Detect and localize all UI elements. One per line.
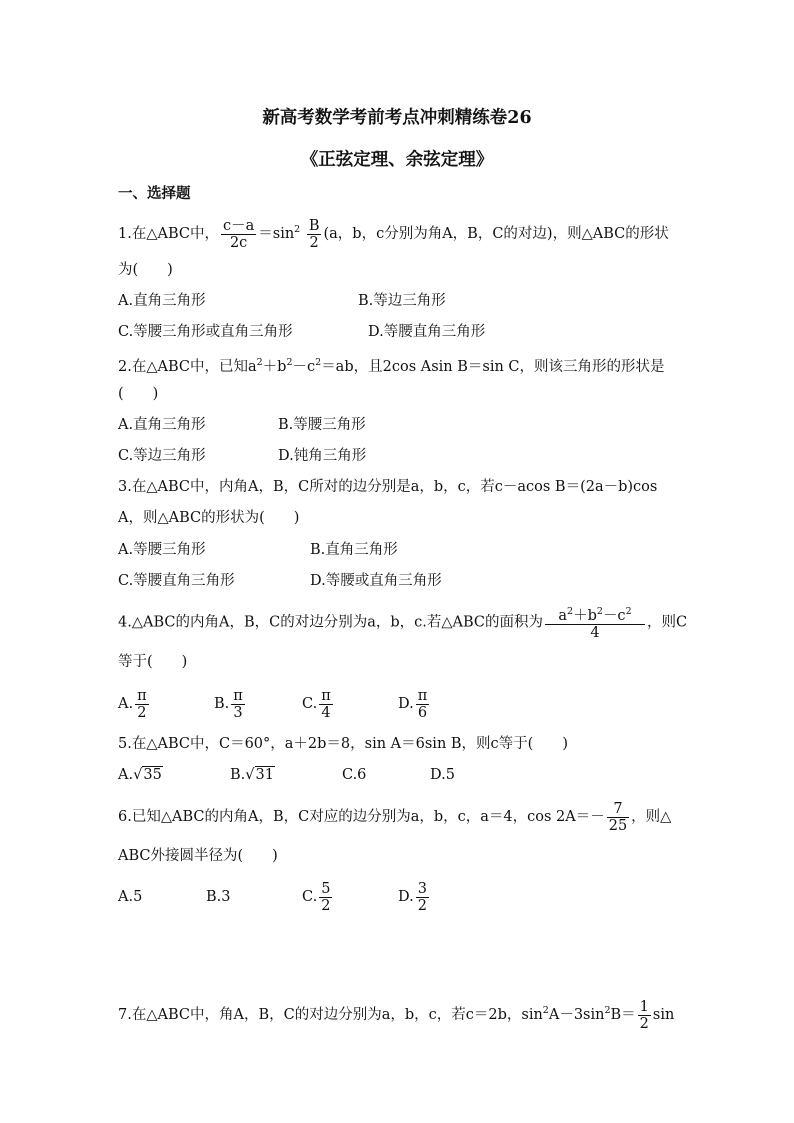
fraction: $\frac{7}{25}$ [608, 800, 628, 834]
fraction: $\frac{a^2+b^2-c^2}{4}$ [545, 604, 645, 641]
q3-option-b: B.直角三角形 [310, 542, 398, 558]
q2-option-b: B.等腰三角形 [278, 417, 366, 433]
q2-option-a: A.直角三角形 [118, 417, 206, 433]
q6-option-c: C. $\frac{5}{2}$ [302, 880, 331, 914]
doc-title: 新高考数学考前考点冲刺精练卷26 [262, 108, 532, 128]
doc-subtitle: 《正弦定理、余弦定理》 [300, 150, 494, 170]
fraction: $\frac{B}{2}$ [308, 217, 320, 251]
section-heading: 一、选择题 [118, 185, 191, 202]
q3-option-a: A.等腰三角形 [118, 542, 206, 558]
q5-option-a: A.√35 [118, 767, 162, 783]
q5-option-d: D.5 [430, 767, 455, 783]
fraction: $\frac{c-a}{2c}$ [222, 217, 255, 251]
question-4-line-1: 4.△ABC的内角A，B，C的对边分别为a，b，c.若△ABC的面积为 $\frac{a^2+b^2-c^2}{4}$ ，则C [118, 606, 688, 641]
question-2-line-1: 2.在△ABC中，已知$a^2+b^2-c^2=ab$，且2cos Asin B＝sin C，则该三角形的形状是 [118, 357, 665, 375]
q5-option-c: C.6 [342, 767, 367, 783]
question-6-line-1: 6.已知△ABC的内角A，B，C对应的边分别为a，b，c，a＝4，cos 2A＝－ $\frac{7}{25}$ ，则△ [118, 800, 672, 834]
question-3-line-1: 3.在△ABC中，内角A，B，C所对的边分别是a，b，c，若c－acos B＝(2a－b)cos [118, 479, 658, 495]
question-3-line-2: A，则△ABC的形状为( ) [118, 510, 300, 526]
q3-option-d: D.等腰或直角三角形 [310, 573, 442, 589]
question-7-line-1: 7.在△ABC中，角A，B，C的对边分别为a，b，c，若c＝2b，$\sin^2A-3\sin^2B=$ $\frac{1}{2}$ sin [118, 998, 675, 1032]
q5-option-b: B.√31 [230, 767, 274, 783]
q2-option-d: D.钝角三角形 [278, 448, 367, 464]
question-1-line-1: 1.在△ABC中， $\frac{c-a}{2c}$ $=\sin^2$ $\frac{B}{2}$ (a，b，c分别为角A，B，C的对边)，则△ABC的形状 [118, 217, 669, 251]
q6-option-b: B.3 [206, 889, 231, 905]
q2-option-c: C.等边三角形 [118, 448, 206, 464]
q4-option-a: A. $\frac{\pi}{2}$ [118, 687, 147, 721]
q1-option-a: A.直角三角形 [118, 293, 206, 309]
q4-option-b: B. $\frac{\pi}{3}$ [214, 687, 243, 721]
q1-option-d: D.等腰直角三角形 [368, 324, 486, 340]
q6-option-d: D. $\frac{3}{2}$ [398, 880, 427, 914]
question-5-line-1: 5.在△ABC中，C＝60°，a＋2b＝8，sin A＝6sin B，则c等于( ) [118, 736, 568, 752]
question-2-line-2: ( ) [118, 386, 159, 402]
question-4-line-2: 等于( ) [118, 654, 188, 670]
q1-option-c: C.等腰三角形或直角三角形 [118, 324, 293, 340]
question-1-line-2: 为( ) [118, 262, 173, 278]
q1-option-b: B.等边三角形 [358, 293, 446, 309]
q4-option-d: D. $\frac{\pi}{6}$ [398, 687, 428, 721]
q4-option-c: C. $\frac{\pi}{4}$ [302, 687, 331, 721]
question-6-line-2: ABC外接圆半径为( ) [118, 848, 278, 864]
fraction: $\frac{1}{2}$ [639, 998, 649, 1032]
q3-option-c: C.等腰直角三角形 [118, 573, 235, 589]
q6-option-a: A.5 [118, 889, 143, 905]
